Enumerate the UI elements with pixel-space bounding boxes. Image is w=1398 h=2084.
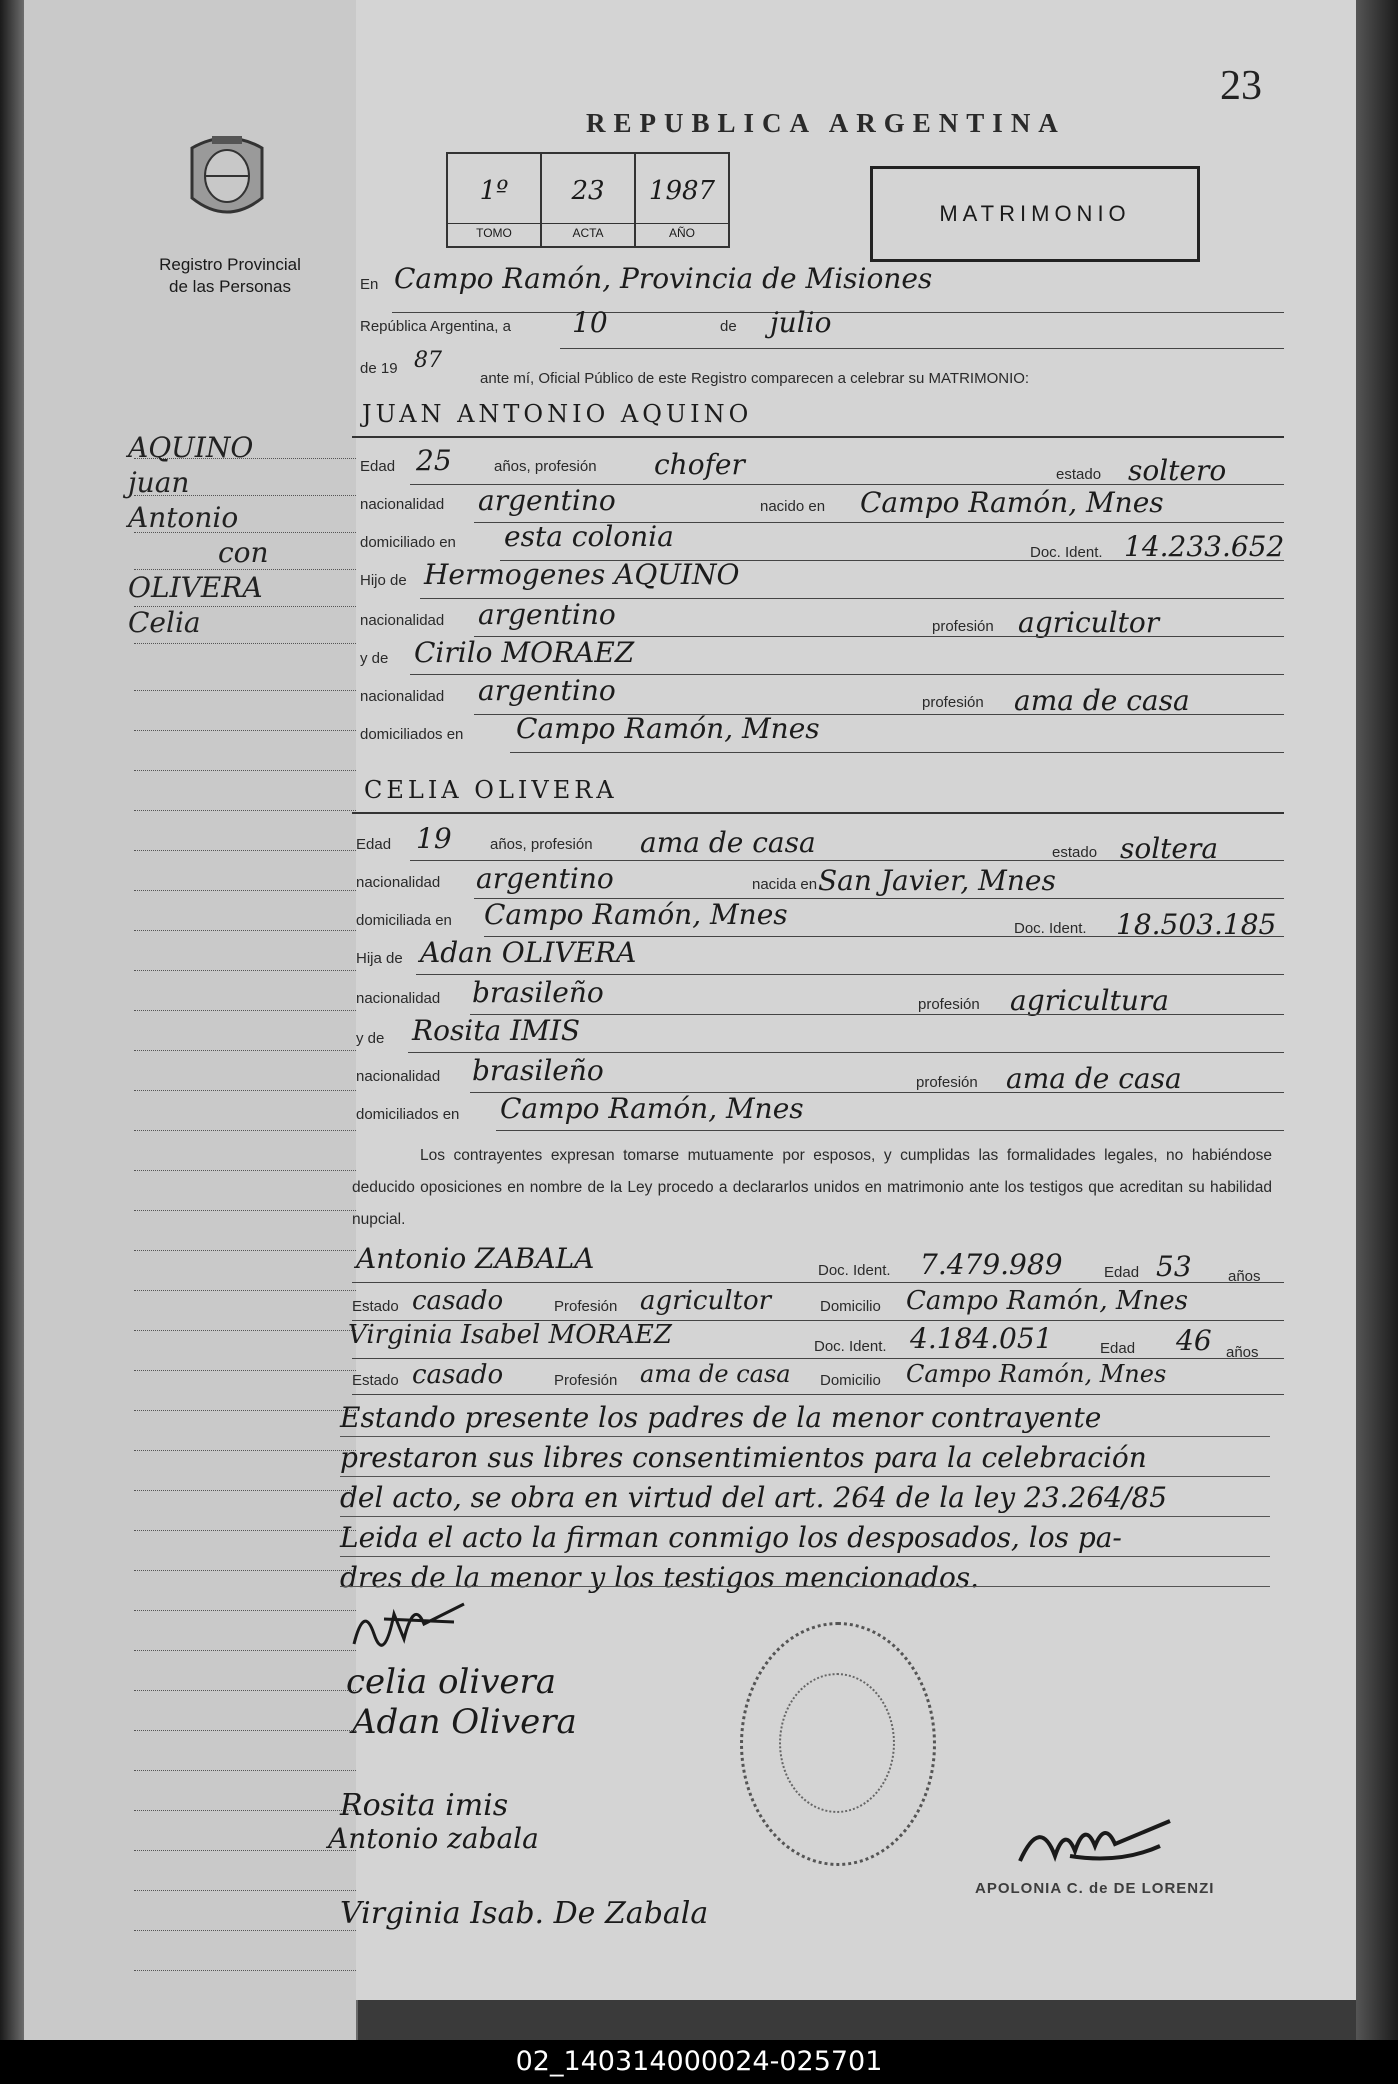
field-line (340, 1586, 1270, 1587)
estado-label: Estado (352, 1372, 399, 1389)
groom-doc: 14.233.652 (1124, 530, 1285, 563)
section-rule (352, 436, 1284, 438)
margin-rule (134, 1010, 360, 1011)
nacida-label: nacida en (752, 876, 818, 893)
nacionalidad-label: nacionalidad (356, 874, 441, 891)
book-spine-right (1356, 0, 1398, 2040)
groom-domicile: esta colonia (504, 520, 674, 553)
anos-profesion-label: años, profesión (494, 458, 597, 475)
field-line (560, 348, 1284, 349)
signature-bride-mother: Rosita imis (340, 1788, 509, 1823)
domicilio-label: Domicilio (820, 1298, 881, 1315)
hija-label: Hija de (356, 950, 403, 967)
groom-name: JUAN ANTONIO AQUINO (362, 400, 753, 428)
hijo-label: Hijo de (360, 572, 407, 589)
groom-nationality: argentino (478, 484, 616, 517)
year-suffix: 87 (414, 348, 442, 373)
field-line (352, 1282, 1284, 1283)
note-line-5: dres de la menor y los testigos mencionados. (340, 1561, 980, 1594)
seal-emblem (779, 1673, 895, 1813)
acta-cell (542, 154, 636, 246)
witness1-profession: agricultor (640, 1286, 772, 1316)
profesion-label: profesión (922, 694, 984, 711)
nacionalidad-label: nacionalidad (360, 496, 445, 513)
bride-father-nationality: brasileño (472, 976, 604, 1009)
signature-witness1: Antonio zabala (328, 1822, 539, 1855)
groom-signature (344, 1594, 474, 1654)
country-title: REPUBLICA ARGENTINA (586, 108, 1066, 138)
margin-rule (134, 1650, 360, 1651)
doc-label: Doc. Ident. (814, 1338, 887, 1355)
republica-label: República Argentina, a (360, 318, 511, 335)
field-line (496, 1130, 1284, 1131)
coat-of-arms-icon (182, 128, 272, 228)
field-line (340, 1516, 1270, 1517)
groom-mother-profession: ama de casa (1014, 684, 1190, 717)
yde-label: y de (356, 1030, 385, 1047)
acta-value: 23 (571, 176, 605, 206)
record-type-box: MATRIMONIO (870, 166, 1200, 262)
margin-rule (134, 1610, 360, 1611)
margin-line-6: Celia (128, 606, 201, 639)
margin-rule (134, 1210, 360, 1211)
margin-rule (134, 1850, 360, 1851)
margin-line-5: OLIVERA (128, 571, 263, 604)
note-line-4: Leida el acto la firman conmigo los desposados, los pa- (340, 1521, 1122, 1554)
registry-label (130, 254, 330, 298)
margin-rule (134, 970, 360, 971)
section-rule (352, 812, 1284, 814)
domiciliada-label: domiciliada en (356, 912, 452, 929)
field-line (470, 1014, 1284, 1015)
witness2-doc: 4.184.051 (910, 1322, 1053, 1355)
domiciliados-label: domiciliados en (356, 1106, 460, 1123)
anos-label: años (1226, 1344, 1259, 1361)
registry-line-2: de las Personas (169, 277, 291, 296)
official-name-stamp: APOLONIA C. de DE LORENZI (975, 1880, 1215, 1897)
tomo-cell (448, 154, 542, 246)
witness1-domicile: Campo Ramón, Mnes (906, 1286, 1188, 1316)
margin-rule (134, 770, 360, 771)
field-line (416, 974, 1284, 975)
margin-rule (134, 1930, 360, 1931)
bride-birthplace: San Javier, Mnes (818, 864, 1056, 897)
bride-profession: ama de casa (640, 826, 816, 859)
bride-father-profession: agricultura (1010, 984, 1169, 1017)
de-label: de (720, 318, 737, 335)
margin-rule (134, 1970, 360, 1971)
margin-rule (134, 1490, 360, 1491)
margin-rule (134, 1770, 360, 1771)
groom-civil-status: soltero (1128, 454, 1227, 487)
margin-rule (134, 1810, 360, 1811)
margin-rule (134, 1290, 360, 1291)
margin-page (24, 0, 358, 2040)
field-line (352, 1394, 1284, 1395)
bride-parents-domicile: Campo Ramón, Mnes (500, 1092, 804, 1125)
note-line-3: del acto, se obra en virtud del art. 264 de la ley 23.264/85 (340, 1481, 1168, 1514)
witness2-profession: ama de casa (640, 1360, 791, 1388)
anos-profesion-label: años, profesión (490, 836, 593, 853)
witness2-status: casado (412, 1360, 504, 1390)
book-spine-left (0, 0, 24, 2040)
month-value: julio (770, 306, 832, 339)
margin-line-3: Antonio (128, 501, 239, 534)
field-line (410, 860, 1284, 861)
ano-value: 1987 (648, 176, 716, 206)
witness1-doc: 7.479.989 (920, 1248, 1063, 1281)
margin-rule (134, 1570, 360, 1571)
bride-nationality: argentino (476, 862, 614, 895)
bride-domicile: Campo Ramón, Mnes (484, 898, 788, 931)
ano-label: AÑO (636, 223, 728, 240)
margin-rule (134, 643, 360, 644)
margin-rule (134, 850, 360, 851)
nacionalidad-label: nacionalidad (356, 1068, 441, 1085)
profesion-label: profesión (916, 1074, 978, 1091)
edad-label: Edad (360, 458, 396, 475)
margin-line-1: AQUINO (128, 431, 254, 464)
field-line (352, 1358, 1284, 1359)
field-line (510, 752, 1284, 753)
yde-label: y de (360, 650, 389, 667)
groom-profession: chofer (654, 448, 745, 481)
ano-cell (636, 154, 728, 246)
field-line (340, 1476, 1270, 1477)
doc-label: Doc. Ident. (1014, 920, 1087, 937)
margin-rule (134, 1450, 360, 1451)
bride-name: CELIA OLIVERA (364, 776, 618, 804)
nacionalidad-label: nacionalidad (356, 990, 441, 1007)
anos-label: años (1228, 1268, 1261, 1285)
margin-line-2: juan (128, 466, 190, 499)
margin-rule (134, 1330, 360, 1331)
margin-rule (134, 890, 360, 891)
edad-label: Edad (356, 836, 392, 853)
tomo-value: 1º (479, 176, 509, 206)
en-label: En (360, 276, 379, 293)
margin-rule (134, 1170, 360, 1171)
tomo-label: TOMO (448, 223, 540, 240)
margin-rule (134, 1690, 360, 1691)
field-line (408, 1052, 1284, 1053)
groom-father-profession: agricultor (1018, 606, 1160, 639)
margin-rule (134, 1410, 360, 1411)
doc-label: Doc. Ident. (1030, 544, 1103, 561)
witness2-age: 46 (1176, 1324, 1212, 1357)
edad-label: Edad (1104, 1264, 1140, 1281)
margin-rule (134, 810, 360, 811)
signature-witness2: Virginia Isab. De Zabala (340, 1896, 709, 1931)
profesion-label: profesión (918, 996, 980, 1013)
margin-rule (134, 1050, 360, 1051)
witness1-name: Antonio ZABALA (356, 1242, 595, 1275)
field-line (340, 1556, 1270, 1557)
bride-father: Adan OLIVERA (420, 936, 637, 969)
profesion-label: Profesión (554, 1372, 618, 1389)
field-line (340, 1436, 1270, 1437)
margin-line-4: con (218, 536, 269, 569)
note-line-2: prestaron sus libres consentimientos para la celebración (340, 1441, 1147, 1474)
margin-annotation (128, 430, 269, 640)
signature-bride: celia olivera (346, 1662, 557, 1702)
official-seal-icon (740, 1622, 936, 1866)
groom-mother: Cirilo MORAEZ (414, 636, 635, 669)
margin-rule (134, 690, 360, 691)
domiciliado-label: domiciliado en (360, 534, 456, 551)
domicilio-label: Domicilio (820, 1372, 881, 1389)
groom-parents-domicile: Campo Ramón, Mnes (516, 712, 820, 745)
margin-rule (134, 1730, 360, 1731)
groom-father-nationality: argentino (478, 598, 616, 631)
estado-label: estado (1056, 466, 1102, 483)
registry-number-box (446, 152, 730, 248)
year-prefix: de 19 (360, 360, 398, 377)
edad-label: Edad (1100, 1340, 1136, 1357)
registry-line-1: Registro Provincial (159, 255, 301, 274)
nacido-label: nacido en (760, 498, 826, 515)
day-value: 10 (572, 306, 608, 339)
witness1-age: 53 (1156, 1250, 1192, 1283)
groom-birthplace: Campo Ramón, Mnes (860, 486, 1164, 519)
margin-rule (134, 1130, 360, 1131)
witness2-name: Virginia Isabel MORAEZ (348, 1320, 672, 1350)
margin-rule (134, 930, 360, 931)
margin-rule (134, 1890, 360, 1891)
file-id-bar: 02_140314000024-025701 (0, 2040, 1398, 2084)
acta-label: ACTA (542, 223, 634, 240)
nacionalidad-label: nacionalidad (360, 688, 445, 705)
domiciliados-label: domiciliados en (360, 726, 464, 743)
bride-doc: 18.503.185 (1116, 908, 1277, 941)
bride-mother-nationality: brasileño (472, 1054, 604, 1087)
estado-label: estado (1052, 844, 1098, 861)
official-signature (1010, 1806, 1180, 1876)
field-line (392, 312, 1284, 313)
margin-rule (134, 1530, 360, 1531)
estado-label: Estado (352, 1298, 399, 1315)
place-value: Campo Ramón, Provincia de Misiones (394, 262, 933, 295)
page-number: 23 (1220, 63, 1262, 109)
declaration-paragraph: Los contrayentes expresan tomarse mutuamente por esposos, y cumplidas las formalidades legales, no habiéndose deducido oposiciones en nombre de la Ley procedo a declararlos unidos en matrimonio ante los testigos que acreditan su habilidad nupcial. (352, 1147, 1272, 1228)
groom-age: 25 (416, 444, 452, 477)
profesion-label: Profesión (554, 1298, 618, 1315)
bride-civil-status: soltera (1120, 832, 1219, 865)
witness2-domicile: Campo Ramón, Mnes (906, 1360, 1167, 1388)
profesion-label: profesión (932, 618, 994, 635)
margin-rule (134, 1090, 360, 1091)
bride-mother: Rosita IMIS (412, 1014, 581, 1047)
margin-rule (134, 1250, 360, 1251)
witness1-status: casado (412, 1286, 504, 1316)
handwritten-note (340, 1398, 1270, 1598)
groom-mother-nationality: argentino (478, 674, 616, 707)
nacionalidad-label: nacionalidad (360, 612, 445, 629)
bride-mother-profession: ama de casa (1006, 1062, 1182, 1095)
margin-rule (134, 730, 360, 731)
signature-bride-father: Adan Olivera (352, 1702, 577, 1742)
intro-statement: ante mí, Oficial Público de este Registro comparecen a celebrar su MATRIMONIO: (480, 370, 1030, 387)
groom-father: Hermogenes AQUINO (424, 558, 740, 591)
bride-age: 19 (416, 822, 452, 855)
note-line-1: Estando presente los padres de la menor contrayente (340, 1401, 1102, 1434)
doc-label: Doc. Ident. (818, 1262, 891, 1279)
margin-rule (134, 1370, 360, 1371)
